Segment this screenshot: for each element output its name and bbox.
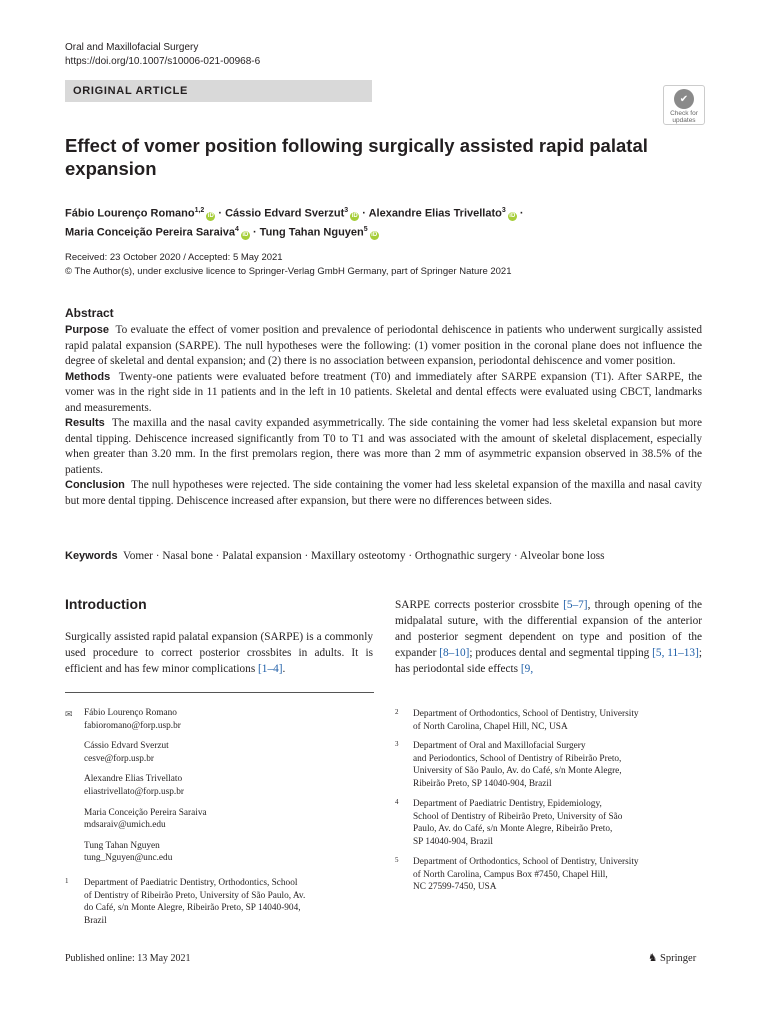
orcid-icon[interactable]: iD xyxy=(207,212,214,219)
intro-paragraph: Surgically assisted rapid palatal expansion (SARPE) is a commonly used procedure to correct posterior crossbites in adults. It is efficient and has few minor complications xyxy=(65,631,373,675)
correspondence-name: Maria Conceição Pereira Saraiva xyxy=(84,807,207,818)
conclusion-label: Conclusion xyxy=(65,479,125,491)
copyright-line: © The Author(s), under exclusive licence to Springer-Verlag GmbH Germany, part of Springer Nature 2021 xyxy=(65,265,512,277)
article-title: Effect of vomer position following surgically assisted rapid palatal expansion xyxy=(65,135,648,179)
orcid-icon[interactable]: iD xyxy=(371,231,378,238)
journal-name: Oral and Maxillofacial Surgery xyxy=(65,42,199,53)
abstract-methods xyxy=(65,370,702,417)
citation-link[interactable]: [5, 11–13] xyxy=(652,647,699,659)
citation-link[interactable]: [8–10] xyxy=(439,647,470,659)
affiliation-number: 4 xyxy=(395,798,399,806)
purpose-label: Purpose xyxy=(65,324,110,336)
check-for-updates-badge[interactable] xyxy=(663,85,705,125)
orcid-icon[interactable]: iD xyxy=(509,212,516,219)
citation-link[interactable]: [9, xyxy=(520,663,534,675)
citation-link[interactable]: [5–7] xyxy=(563,599,588,611)
author-name: Maria Conceição Pereira Saraiva xyxy=(65,226,235,239)
affiliation-line: and Periodontics, School of Dentistry of Ribeirão Preto, xyxy=(413,753,622,764)
correspondence-entry xyxy=(84,840,374,865)
affiliation-line: of North Carolina, Campus Box #7450, Chapel Hill, xyxy=(413,869,608,880)
affiliation-line: Department of Orthodontics, School of Dentistry, University xyxy=(413,857,639,867)
methods-label: Methods xyxy=(65,370,111,383)
author-name: Alexandre Elias Trivellato xyxy=(368,207,502,220)
affiliation-line: do Café, s/n Monte Alegre, Ribeirão Preto, SP 14040-904, xyxy=(84,903,301,914)
author-name: Tung Tahan Nguyen xyxy=(259,226,364,239)
correspondence-entry xyxy=(84,807,374,832)
doi-link[interactable]: https://doi.org/10.1007/s10006-021-00968-6 xyxy=(65,56,261,67)
author-name: Cássio Edvard Sverzut xyxy=(225,207,345,220)
methods-text: Twenty-one patients were evaluated before treatment (T0) and immediately after SARPE expansion (T1). After SARPE, the vomer was in the right side in 11 patients and in the left in 10 patients. Skeletal and dental effects were evaluated using CBCT, landmarks and measurements. xyxy=(65,370,702,414)
keywords-label: Keywords xyxy=(65,550,118,562)
abstract-conclusion xyxy=(65,478,702,509)
correspondence-email[interactable]: fabioromano@forp.usp.br xyxy=(84,720,181,731)
author-affiliation: 3 xyxy=(501,207,506,214)
purpose-text: To evaluate the effect of vomer position and prevalence of periodontal dehiscence in patients who underwent surgically assisted rapid palatal expansion (SARPE). The null hypotheses were the following: (1) vomer position in the coronal plane does not influence the degree of skeletal and dental expansion; and (2) there is no association between expansion, periodontal dehiscence and vomer position. xyxy=(65,324,702,367)
introduction-heading: Introduction xyxy=(65,596,147,612)
orcid-icon[interactable]: iD xyxy=(242,231,249,238)
affiliation-line: of North Carolina, Chapel Hill, NC, USA xyxy=(413,721,568,732)
abstract-body xyxy=(65,323,702,509)
affiliation-5 xyxy=(395,856,705,894)
envelope-icon: ✉ xyxy=(65,709,73,719)
conclusion-text: The null hypotheses were rejected. The side containing the vomer had less skeletal expansion of the maxilla and nasal cavity but more dental tipping. Dehiscence increased after expansion, but there were no differences between sides. xyxy=(65,479,702,507)
publisher-logo xyxy=(648,952,696,964)
received-date: Received: 23 October 2020 / Accepted: 5 May 2021 xyxy=(65,252,283,263)
springer-horse-icon: ♞ xyxy=(648,953,658,964)
publisher-name: Springer xyxy=(660,953,697,964)
bookmark-icon: ✔ xyxy=(674,89,694,109)
intro-column-left: Surgically assisted rapid palatal expansion (SARPE) is a commonly used procedure to correct posterior crossbites in adults. It is efficient and has few minor complications [1–4]. xyxy=(65,631,373,675)
badge-line2: updates xyxy=(672,117,696,124)
author-affiliation: 1,2 xyxy=(194,207,205,214)
results-text: The maxilla and the nasal cavity expanded asymmetrically. The side containing the vomer had less skeletal expansion but more dental tipping. Dehiscence increased significantly from T0 to T1 and was associated with the amount of skeletal displacement, especially when greater than 3.20 mm. In the first premolars region, there was more than 2 mm of asymmetric expansion observed in 38.5% of the patients. xyxy=(65,417,702,476)
affiliation-line: Department of Paediatric Dentistry, Orthodontics, School xyxy=(84,878,298,888)
affiliation-line: NC 27599-7450, USA xyxy=(413,882,497,893)
affiliation-number: 2 xyxy=(395,708,399,716)
correspondence-block xyxy=(84,707,374,865)
affiliation-3 xyxy=(395,740,705,790)
correspondence-email[interactable]: tung_Nguyen@unc.edu xyxy=(84,853,173,864)
affiliation-2 xyxy=(395,708,705,733)
correspondence-name: Fábio Lourenço Romano xyxy=(84,708,177,718)
affiliation-line: Department of Orthodontics, School of Dentistry, University xyxy=(413,709,639,719)
abstract-purpose xyxy=(65,323,702,370)
affiliation-line: Brazil xyxy=(84,915,107,926)
intro-text: , through opening of the midpalatal suture, with the differential expansion of the anterior and posterior segment dependent on type and position of the expander xyxy=(395,599,702,659)
correspondence-name: Tung Tahan Nguyen xyxy=(84,840,160,851)
orcid-icon[interactable]: iD xyxy=(351,212,358,219)
footnote-divider xyxy=(65,692,374,693)
correspondence-name: Cássio Edvard Sverzut xyxy=(84,741,169,752)
affiliation-line: Ribeirão Preto, SP 14040-904, Brazil xyxy=(413,778,552,789)
correspondence-entry xyxy=(84,773,374,798)
abstract-results xyxy=(65,416,702,478)
author-name: Fábio Lourenço Romano xyxy=(65,207,195,220)
dates-block xyxy=(65,251,512,278)
intro-text: ; has periodontal side effects xyxy=(395,647,702,675)
affiliation-line: Paulo, Av. do Café, s/n Monte Alegre, Ribeirão Preto, xyxy=(413,824,613,835)
keywords xyxy=(65,549,705,564)
keywords-text: Vomer · Nasal bone · Palatal expansion · Maxillary osteotomy · Orthognathic surgery · Alveolar bone loss xyxy=(123,550,605,562)
affiliation-line: School of Dentistry of Ribeirão Preto, University of São xyxy=(413,811,623,822)
abstract-heading: Abstract xyxy=(65,306,114,320)
affiliation-number: 3 xyxy=(395,740,399,748)
affiliation-line: Department of Oral and Maxillofacial Surgery xyxy=(413,741,586,751)
author-affiliation: 5 xyxy=(363,226,368,234)
author-affiliation: 4 xyxy=(234,226,239,234)
citation-link[interactable]: [1–4] xyxy=(258,663,283,675)
affiliation-4 xyxy=(395,798,705,848)
correspondence-email[interactable]: eliastrivellato@forp.usp.br xyxy=(84,786,184,797)
affiliation-line: University of São Paulo, Av. do Café, s/n Monte Alegre, xyxy=(413,766,622,777)
badge-line1: Check for xyxy=(670,110,698,117)
author-list: Fábio Lourenço Romano$^{1,2}$iD · Cássio Edvard Sverzut$^3$iD · Alexandre Elias Trivellato$^3$iD · Maria Conceição Pereira Saraiva$^4$iD · Tung Tahan Nguyen$^5$iD xyxy=(65,207,524,239)
affiliation-number: 1 xyxy=(65,877,69,885)
correspondence-email[interactable]: mdsaraiv@umich.edu xyxy=(84,820,166,831)
correspondence-entry xyxy=(84,707,374,732)
author-affiliation: 3 xyxy=(344,207,349,214)
affiliation-line: of Dentistry of Ribeirão Preto, University of São Paulo, Av. xyxy=(84,890,306,901)
intro-text: ; produces dental and segmental tipping xyxy=(469,647,653,659)
intro-column-right xyxy=(395,597,702,677)
affiliation-line: Department of Paediatric Dentistry, Epidemiology, xyxy=(413,799,602,809)
results-label: Results xyxy=(65,417,105,429)
published-online-date: Published online: 13 May 2021 xyxy=(65,953,191,964)
correspondence-entry xyxy=(84,740,374,765)
correspondence-name: Alexandre Elias Trivellato xyxy=(84,774,183,785)
affiliation-1 xyxy=(65,877,375,927)
correspondence-email[interactable]: cesve@forp.usp.br xyxy=(84,753,155,764)
article-type-banner: ORIGINAL ARTICLE xyxy=(65,80,372,102)
affiliation-number: 5 xyxy=(395,856,399,864)
intro-text: SARPE corrects posterior crossbite xyxy=(395,599,564,611)
affiliation-line: SP 14040-904, Brazil xyxy=(413,836,493,847)
